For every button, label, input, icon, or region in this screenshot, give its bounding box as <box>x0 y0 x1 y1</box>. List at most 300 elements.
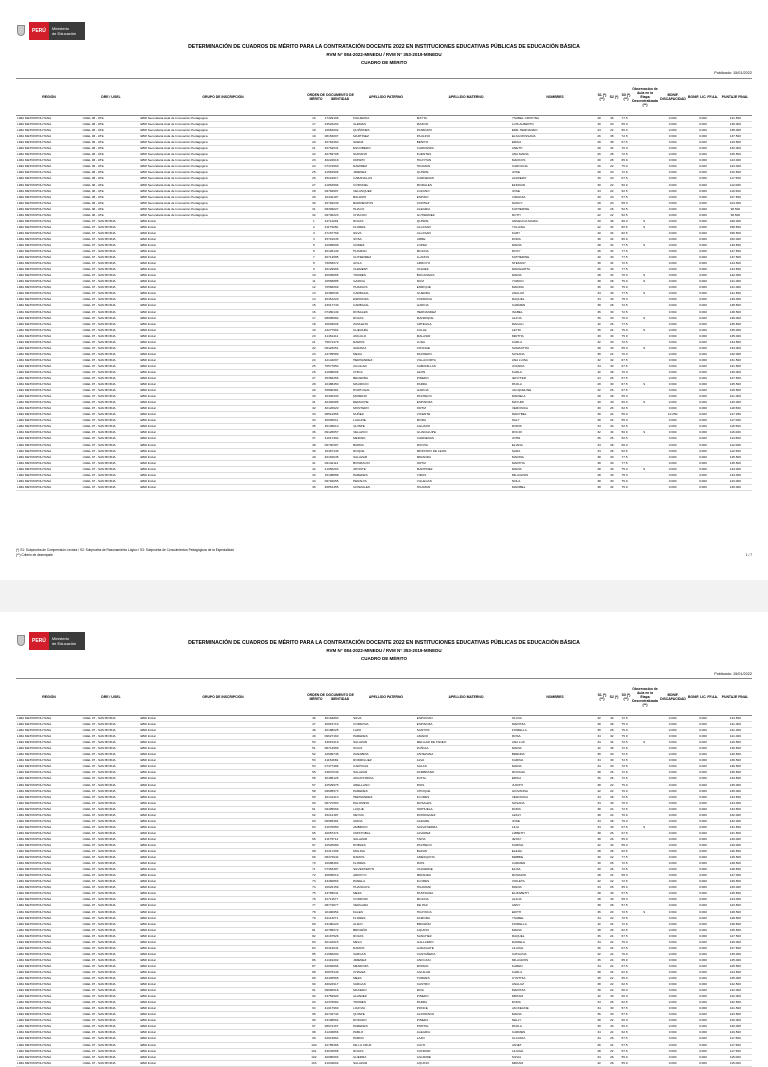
cell-materno: GUERRA <box>416 291 431 296</box>
cell-s1: 34 <box>597 424 601 429</box>
cell-grupo: EBR Inicial <box>140 255 156 260</box>
cell-orden: 40 <box>312 454 316 459</box>
cell-documento: 44795589 <box>324 351 339 356</box>
cell-ugel: UGEL 07 - SAN BORJA <box>82 1030 116 1035</box>
cell-orden: 9 <box>313 267 315 272</box>
cell-documento: 08153007 <box>324 134 339 139</box>
cell-s1: 34 <box>597 442 601 447</box>
document-subtitle: RVM N° 084-2022-MINEDU / RVM N° 353-2019-MINEDU <box>326 52 442 57</box>
cell-bonif-discapacidad: 0.000 <box>668 915 677 920</box>
cell-bonif-ffaa: 0.000 <box>699 994 707 999</box>
cell-s1: 38 <box>597 891 601 896</box>
cell-grupo: EBR Inicial <box>140 1030 156 1035</box>
cell-bonif-ffaa: 0.000 <box>699 351 707 356</box>
cell-nombres: ELSA ROSSANA <box>511 134 536 139</box>
cell-documento: 45214187 <box>324 812 339 817</box>
cell-s1: 36 <box>597 327 601 332</box>
cell-documento: 10330430 <box>324 394 339 399</box>
cell-s1: 34 <box>597 291 601 296</box>
cell-observacion <box>630 134 656 139</box>
cell-orden: 93 <box>312 1000 316 1005</box>
cell-s1: 38 <box>597 969 601 974</box>
cell-materno: LAZO <box>416 1036 425 1041</box>
cell-documento: 10167526 <box>324 933 339 938</box>
cell-grupo: EBR Inicial <box>140 285 156 290</box>
cell-observacion <box>630 436 656 441</box>
cell-observacion <box>630 340 656 345</box>
cell-s1: 38 <box>597 903 601 908</box>
cell-materno: MARTINEZ <box>416 466 433 471</box>
cell-materno: ALLASAR <box>416 230 431 235</box>
cell-materno: ORIHUELA <box>416 806 433 811</box>
cell-paterno: CRISPO <box>353 158 365 163</box>
cell-orden: 85 <box>312 951 316 956</box>
table-body <box>16 116 752 491</box>
cell-bonif-ffaa: 0.000 <box>699 903 707 908</box>
cell-bonif-discapacidad: 0.000 <box>668 303 677 308</box>
cell-paterno: VERGARA <box>353 903 369 908</box>
cell-documento: 16583885 <box>324 279 339 284</box>
cell-puntaje: 136.000 <box>729 788 741 793</box>
cell-orden: 54 <box>312 764 316 769</box>
cell-s1: 36 <box>597 1042 601 1047</box>
cell-s2: 30 <box>610 255 614 260</box>
cell-grupo: EBR Inicial <box>140 315 156 320</box>
cell-bonif-discapacidad: 0.000 <box>668 454 677 459</box>
cell-grupo: EBR Secundaria Aula de Innovación Pedagógica <box>140 158 208 163</box>
cell-materno: CALLE <box>416 327 427 332</box>
cell-bonif-discapacidad: 0.000 <box>668 976 677 981</box>
cell-region: LIMA METROPOLITANA <box>17 982 52 987</box>
cell-s3: 52.5 <box>621 448 628 453</box>
cell-observacion <box>630 364 656 369</box>
cell-ugel: UGEL 07 - SAN BORJA <box>82 1024 116 1029</box>
cell-grupo: EBR Inicial <box>140 1024 156 1029</box>
cell-bonif-ffaa: 0.000 <box>699 146 707 151</box>
cell-paterno: SILVESTERYN <box>353 867 375 872</box>
cell-paterno: CORONEL <box>353 182 369 187</box>
cell-s3: 70.0 <box>621 818 628 823</box>
cell-paterno: TORRES <box>353 1000 366 1005</box>
cell-s3: 70.0 <box>621 273 628 278</box>
cell-bonif-ffaa: 0.000 <box>699 764 707 769</box>
cell-observacion <box>630 255 656 260</box>
cell-materno: AQUINO <box>416 1060 430 1065</box>
cell-materno: PARRA <box>416 382 428 387</box>
cell-bonif-ffaa: 0.000 <box>699 134 707 139</box>
cell-s2: 24 <box>610 1042 614 1047</box>
cell-observacion <box>630 322 656 327</box>
cell-s2: 28 <box>610 818 614 823</box>
cell-orden: 30 <box>312 394 316 399</box>
cell-ugel: UGEL 07 - SAN BORJA <box>82 382 116 387</box>
cell-s2: 28 <box>610 1060 614 1065</box>
cell-s3: 75.0 <box>621 734 628 739</box>
cell-orden: 99 <box>312 1036 316 1041</box>
cell-s1: 38 <box>597 472 601 477</box>
cell-puntaje: 112.000 <box>729 442 741 447</box>
cell-s3: 60.0 <box>621 988 628 993</box>
cell-puntaje: 96.500 <box>730 212 741 217</box>
cell-bonif-discapacidad: 0.000 <box>668 206 677 211</box>
cell-ugel: UGEL 07 - SAN BORJA <box>82 806 116 811</box>
cell-nombres: SARA <box>511 448 521 453</box>
cell-s2: 30 <box>610 345 614 350</box>
cell-nombres: DANIELA <box>511 939 526 944</box>
cell-observacion <box>630 922 656 927</box>
cell-bonif-ffaa: 0.000 <box>699 454 707 459</box>
cell-materno: PINEDA <box>416 1018 429 1023</box>
cell-grupo: EBR Inicial <box>140 873 156 878</box>
cell-ugel: UGEL 06 - ATE <box>82 200 104 205</box>
cell-orden: 55 <box>312 770 316 775</box>
cell-puntaje: 139.000 <box>729 122 741 127</box>
cell-puntaje: 134.500 <box>729 776 741 781</box>
cell-region: LIMA METROPOLITANA <box>17 224 52 229</box>
cell-s3: 67.5 <box>621 376 628 381</box>
cell-nombres: VIOLETA <box>511 879 525 884</box>
cell-documento: 09695573 <box>324 788 339 793</box>
cell-observacion <box>630 1030 656 1035</box>
cell-grupo: EBR Secundaria Aula de Innovación Pedagógica <box>140 200 208 205</box>
cell-s1: 38 <box>597 351 601 356</box>
cell-region: LIMA METROPOLITANA <box>17 903 52 908</box>
cell-bonif-ffaa: 0.000 <box>699 1018 707 1023</box>
cell-ugel: UGEL 07 - SAN BORJA <box>82 1018 116 1023</box>
cell-orden: 83 <box>312 939 316 944</box>
header-bonif-ffaa: BONIF. LIC. FF.AA. <box>688 695 718 699</box>
cell-materno: ALEGRE <box>416 818 430 823</box>
cell-puntaje: 128.500 <box>729 867 741 872</box>
header-s1: S1 (*) (**) <box>597 93 607 101</box>
cell-orden: 27 <box>312 182 316 187</box>
cell-nombres: CAROLINA <box>511 164 528 169</box>
cell-region: LIMA METROPOLITANA <box>17 478 52 483</box>
cell-region: LIMA METROPOLITANA <box>17 140 52 145</box>
cell-bonif-discapacidad: 0.000 <box>668 1024 677 1029</box>
cell-s1: 30 <box>597 1024 601 1029</box>
cell-bonif-discapacidad: 0.000 <box>668 418 677 423</box>
cell-bonif-discapacidad: 0.000 <box>668 758 677 763</box>
cell-nombres: CARLA <box>511 339 523 344</box>
cell-bonif-discapacidad: 0.000 <box>668 212 677 217</box>
cell-region: LIMA METROPOLITANA <box>17 945 52 950</box>
cell-s2: 34 <box>610 249 614 254</box>
cell-grupo: EBR Inicial <box>140 484 156 489</box>
cell-paterno: ESPINOZA <box>353 297 369 302</box>
cell-grupo: EBR Inicial <box>140 424 156 429</box>
cell-nombres: MAYUMI <box>511 400 524 405</box>
cell-observacion <box>630 418 656 423</box>
cell-bonif-discapacidad: 0.000 <box>668 1048 677 1053</box>
cell-bonif-ffaa: 0.000 <box>699 891 707 896</box>
cell-paterno: APONTE <box>353 466 366 471</box>
cell-puntaje: 125.500 <box>729 388 741 393</box>
cell-observacion: S <box>643 224 646 229</box>
cell-materno: BOCANGRA <box>416 273 435 278</box>
cell-ugel: UGEL 06 - ATE <box>82 116 104 120</box>
cell-puntaje: 103.000 <box>729 200 741 205</box>
cell-bonif-ffaa: 0.000 <box>699 267 707 272</box>
cell-bonif-ffaa: 0.000 <box>699 855 707 860</box>
cell-grupo: EBR Secundaria Aula de Innovación Pedagógica <box>140 146 208 151</box>
cell-documento: 75671479 <box>324 339 339 344</box>
cell-materno: MORA <box>416 418 427 423</box>
cell-bonif-ffaa: 0.000 <box>699 436 707 441</box>
cell-s3: 82.5 <box>621 230 628 235</box>
cell-bonif-ffaa: 0.000 <box>699 788 707 793</box>
cell-grupo: EBR Inicial <box>140 230 156 235</box>
cell-documento: 09132114 <box>324 460 339 465</box>
cell-paterno: CARBAJAL <box>353 291 370 296</box>
cell-s1: 32 <box>597 321 601 326</box>
cell-puntaje: 107.500 <box>729 194 741 199</box>
cell-region: LIMA METROPOLITANA <box>17 182 52 187</box>
cell-orden: 4 <box>313 236 315 241</box>
cell-paterno: BONIFACIO <box>353 460 370 465</box>
cell-orden: 47 <box>312 722 316 727</box>
cell-materno: URBE <box>416 236 426 241</box>
cell-s1: 32 <box>597 357 601 362</box>
cell-materno: ALEGRIA <box>416 1030 431 1035</box>
table-row <box>16 485 752 491</box>
cell-ugel: UGEL 07 - SAN BORJA <box>82 782 116 787</box>
cell-puntaje: 131.500 <box>729 357 741 362</box>
cell-s1: 34 <box>597 963 601 968</box>
cell-paterno: HERNANDEZ <box>353 794 373 799</box>
cell-bonif-ffaa: 0.000 <box>699 255 707 260</box>
cell-paterno: LAGUNE <box>353 418 366 423</box>
cell-puntaje: 158.500 <box>729 224 741 229</box>
cell-region: LIMA METROPOLITANA <box>17 1012 52 1017</box>
cell-grupo: EBR Inicial <box>140 945 156 950</box>
cell-ugel: UGEL 07 - SAN BORJA <box>82 794 116 799</box>
cell-grupo: EBR Inicial <box>140 812 156 817</box>
cell-nombres: ROXANA <box>511 770 525 775</box>
cell-bonif-discapacidad: 0.000 <box>668 867 677 872</box>
cell-paterno: ROJAS <box>353 315 364 320</box>
cell-bonif-discapacidad: 0.000 <box>668 224 677 229</box>
cell-s1: 38 <box>597 279 601 284</box>
cell-s2: 34 <box>610 273 614 278</box>
cell-bonif-discapacidad: 0.000 <box>668 806 677 811</box>
cell-region: LIMA METROPOLITANA <box>17 430 52 435</box>
cell-paterno: ROQUE <box>353 448 365 453</box>
cell-region: LIMA METROPOLITANA <box>17 776 52 781</box>
cell-observacion <box>630 443 656 448</box>
cell-bonif-ffaa: 0.000 <box>699 824 707 829</box>
cell-s2: 30 <box>610 460 614 465</box>
cell-orden: 18 <box>312 321 316 326</box>
cell-nombres: MAGALI <box>511 321 524 326</box>
peru-label: PERÚ <box>29 22 49 40</box>
cell-ugel: UGEL 07 - SAN BORJA <box>82 776 116 781</box>
cell-bonif-ffaa: 0.000 <box>699 297 707 302</box>
cell-s2: 24 <box>610 806 614 811</box>
cell-orden: 88 <box>312 969 316 974</box>
cell-grupo: EBR Inicial <box>140 818 156 823</box>
cell-grupo: EBR Inicial <box>140 218 156 223</box>
cell-bonif-ffaa: 0.000 <box>699 909 707 914</box>
cell-grupo: EBR Inicial <box>140 242 156 247</box>
cell-ugel: UGEL 07 - SAN BORJA <box>82 867 116 872</box>
cell-nombres: JESSY <box>511 836 522 841</box>
cell-bonif-ffaa: 0.000 <box>699 418 707 423</box>
header-s2: S2 (*) <box>609 95 619 99</box>
cell-orden: 20 <box>312 333 316 338</box>
cell-s2: 34 <box>610 261 614 266</box>
cell-orden: 23 <box>312 158 316 163</box>
cell-orden: 26 <box>312 369 316 374</box>
cell-region: LIMA METROPOLITANA <box>17 1024 52 1029</box>
cell-bonif-ffaa: 0.000 <box>699 830 707 835</box>
cell-bonif-ffaa: 0.000 <box>699 442 707 447</box>
header-s2: S2 (*) <box>609 695 619 699</box>
cell-s2: 40 <box>610 716 614 720</box>
cell-puntaje: 143.000 <box>729 472 741 477</box>
cell-documento: 43043566 <box>324 1048 339 1053</box>
cell-documento: 40909665 <box>324 273 339 278</box>
header-nombres: NOMBRES <box>546 695 564 699</box>
cell-nombres: KATHERINE <box>511 206 530 211</box>
cell-documento: 40785070 <box>324 927 339 932</box>
cell-s1: 34 <box>597 188 601 193</box>
cell-ugel: UGEL 07 - SAN BORJA <box>82 261 116 266</box>
cell-grupo: EBR Inicial <box>140 915 156 920</box>
cell-s2: 34 <box>610 230 614 235</box>
cell-puntaje: 123.000 <box>729 164 741 169</box>
cell-materno: MIRANDA <box>416 454 432 459</box>
cell-region: LIMA METROPOLITANA <box>17 327 52 332</box>
cell-documento: 76577850 <box>324 363 339 368</box>
cell-s1: 38 <box>597 460 601 465</box>
cell-observacion <box>630 783 656 788</box>
cell-materno: MELGAR DE TADEO <box>416 740 447 745</box>
cell-s1: 30 <box>597 406 601 411</box>
cell-ugel: UGEL 07 - SAN BORJA <box>82 327 116 332</box>
cell-s1: 38 <box>597 273 601 278</box>
cell-region: LIMA METROPOLITANA <box>17 800 52 805</box>
cell-s2: 38 <box>610 134 614 139</box>
cell-bonif-discapacidad: 0.000 <box>668 484 677 489</box>
cell-orden: 43 <box>312 472 316 477</box>
cell-s1: 36 <box>597 1012 601 1017</box>
cell-s2: 24 <box>610 969 614 974</box>
cell-materno: SANTOS <box>416 728 430 733</box>
cell-bonif-ffaa: 0.000 <box>699 388 707 393</box>
cell-puntaje: 123.000 <box>729 897 741 902</box>
cell-materno: CONDOR <box>416 1048 431 1053</box>
cell-paterno: VARGAS <box>353 951 366 956</box>
cell-ugel: UGEL 07 - SAN BORJA <box>82 236 116 241</box>
cell-s3: 67.5 <box>621 830 628 835</box>
cell-observacion <box>630 213 656 218</box>
cell-bonif-ffaa: 0.000 <box>699 939 707 944</box>
cell-nombres: ELIANA <box>511 442 523 447</box>
cell-s2: 28 <box>610 158 614 163</box>
cell-observacion <box>630 140 656 145</box>
cell-observacion <box>630 1006 656 1011</box>
cell-materno: ESPINOZA <box>416 722 433 727</box>
cell-grupo: EBR Inicial <box>140 1060 156 1065</box>
cell-s1: 42 <box>597 224 601 229</box>
cell-nombres: VIRGINIA <box>511 194 526 199</box>
cell-s2: 22 <box>610 782 614 787</box>
cell-bonif-ffaa: 0.000 <box>699 861 707 866</box>
cell-ugel: UGEL 07 - SAN BORJA <box>82 879 116 884</box>
cell-s3: 77.5 <box>621 291 628 296</box>
cell-s3: 70.0 <box>621 812 628 817</box>
cell-s3: 55.0 <box>621 412 628 417</box>
cell-nombres: KARLA <box>511 369 522 374</box>
cell-observacion <box>630 485 656 490</box>
cell-s2: 24 <box>610 945 614 950</box>
cell-s1: 34 <box>597 818 601 823</box>
cell-grupo: EBR Inicial <box>140 1006 156 1011</box>
cell-bonif-ffaa: 0.000 <box>699 951 707 956</box>
cell-paterno: ANGOSTRIDA <box>353 776 374 781</box>
cell-documento: 40181645 <box>324 454 339 459</box>
cell-bonif-discapacidad: 0.000 <box>668 921 677 926</box>
cell-bonif-discapacidad: 0.000 <box>668 200 677 205</box>
cell-documento: 41175714 <box>324 836 339 841</box>
cell-bonif-discapacidad: 0.000 <box>668 321 677 326</box>
cell-puntaje: 140.500 <box>729 740 741 745</box>
cell-bonif-ffaa: 0.000 <box>699 170 707 175</box>
cell-region: LIMA METROPOLITANA <box>17 152 52 157</box>
cell-orden: 16 <box>312 116 316 120</box>
cell-orden: 80 <box>312 921 316 926</box>
cell-materno: ROCHA <box>416 442 428 447</box>
cell-ugel: UGEL 07 - SAN BORJA <box>82 788 116 793</box>
cell-s2: 38 <box>610 140 614 145</box>
peru-label: PERÚ <box>29 632 49 650</box>
cell-materno: MOLINA <box>416 249 429 254</box>
cell-documento: 43765641 <box>324 891 339 896</box>
cell-s1: 38 <box>597 812 601 817</box>
cell-s3: 77.5 <box>621 255 628 260</box>
cell-region: LIMA METROPOLITANA <box>17 988 52 993</box>
cell-s3: 72.5 <box>621 170 628 175</box>
cell-s1: 36 <box>597 436 601 441</box>
cell-nombres: STEFANY <box>511 261 526 266</box>
cell-s1: 34 <box>597 764 601 769</box>
cell-puntaje: 128.500 <box>729 861 741 866</box>
cell-paterno: ALDAY <box>353 921 364 926</box>
cell-materno: BENITO <box>416 140 429 145</box>
cell-s2: 30 <box>610 800 614 805</box>
published-date: Publicado: 15/01/2022 <box>714 672 752 676</box>
cell-s2: 34 <box>610 224 614 229</box>
cell-puntaje: 132.000 <box>729 818 741 823</box>
cell-observacion <box>630 994 656 999</box>
cell-materno: GARCIA <box>416 388 429 393</box>
cell-documento: 42092066 <box>324 963 339 968</box>
cell-ugel: UGEL 07 - SAN BORJA <box>82 722 116 727</box>
cell-nombres: CYNTHIA <box>511 976 526 981</box>
cell-observacion <box>630 722 656 727</box>
cell-materno: PASTRANA <box>416 891 434 896</box>
header-documento: DOCUMENTO DE IDENTIDAD <box>326 693 354 701</box>
cell-grupo: EBR Inicial <box>140 976 156 981</box>
cell-s1: 28 <box>597 200 601 205</box>
cell-observacion: S <box>643 740 646 745</box>
cell-s3: 72.5 <box>621 303 628 308</box>
cell-s3: 75.0 <box>621 279 628 284</box>
cell-nombres: YURIKO <box>511 279 524 284</box>
cell-nombres: MARIA <box>511 1012 522 1017</box>
cell-nombres: YULIANA <box>511 224 526 229</box>
